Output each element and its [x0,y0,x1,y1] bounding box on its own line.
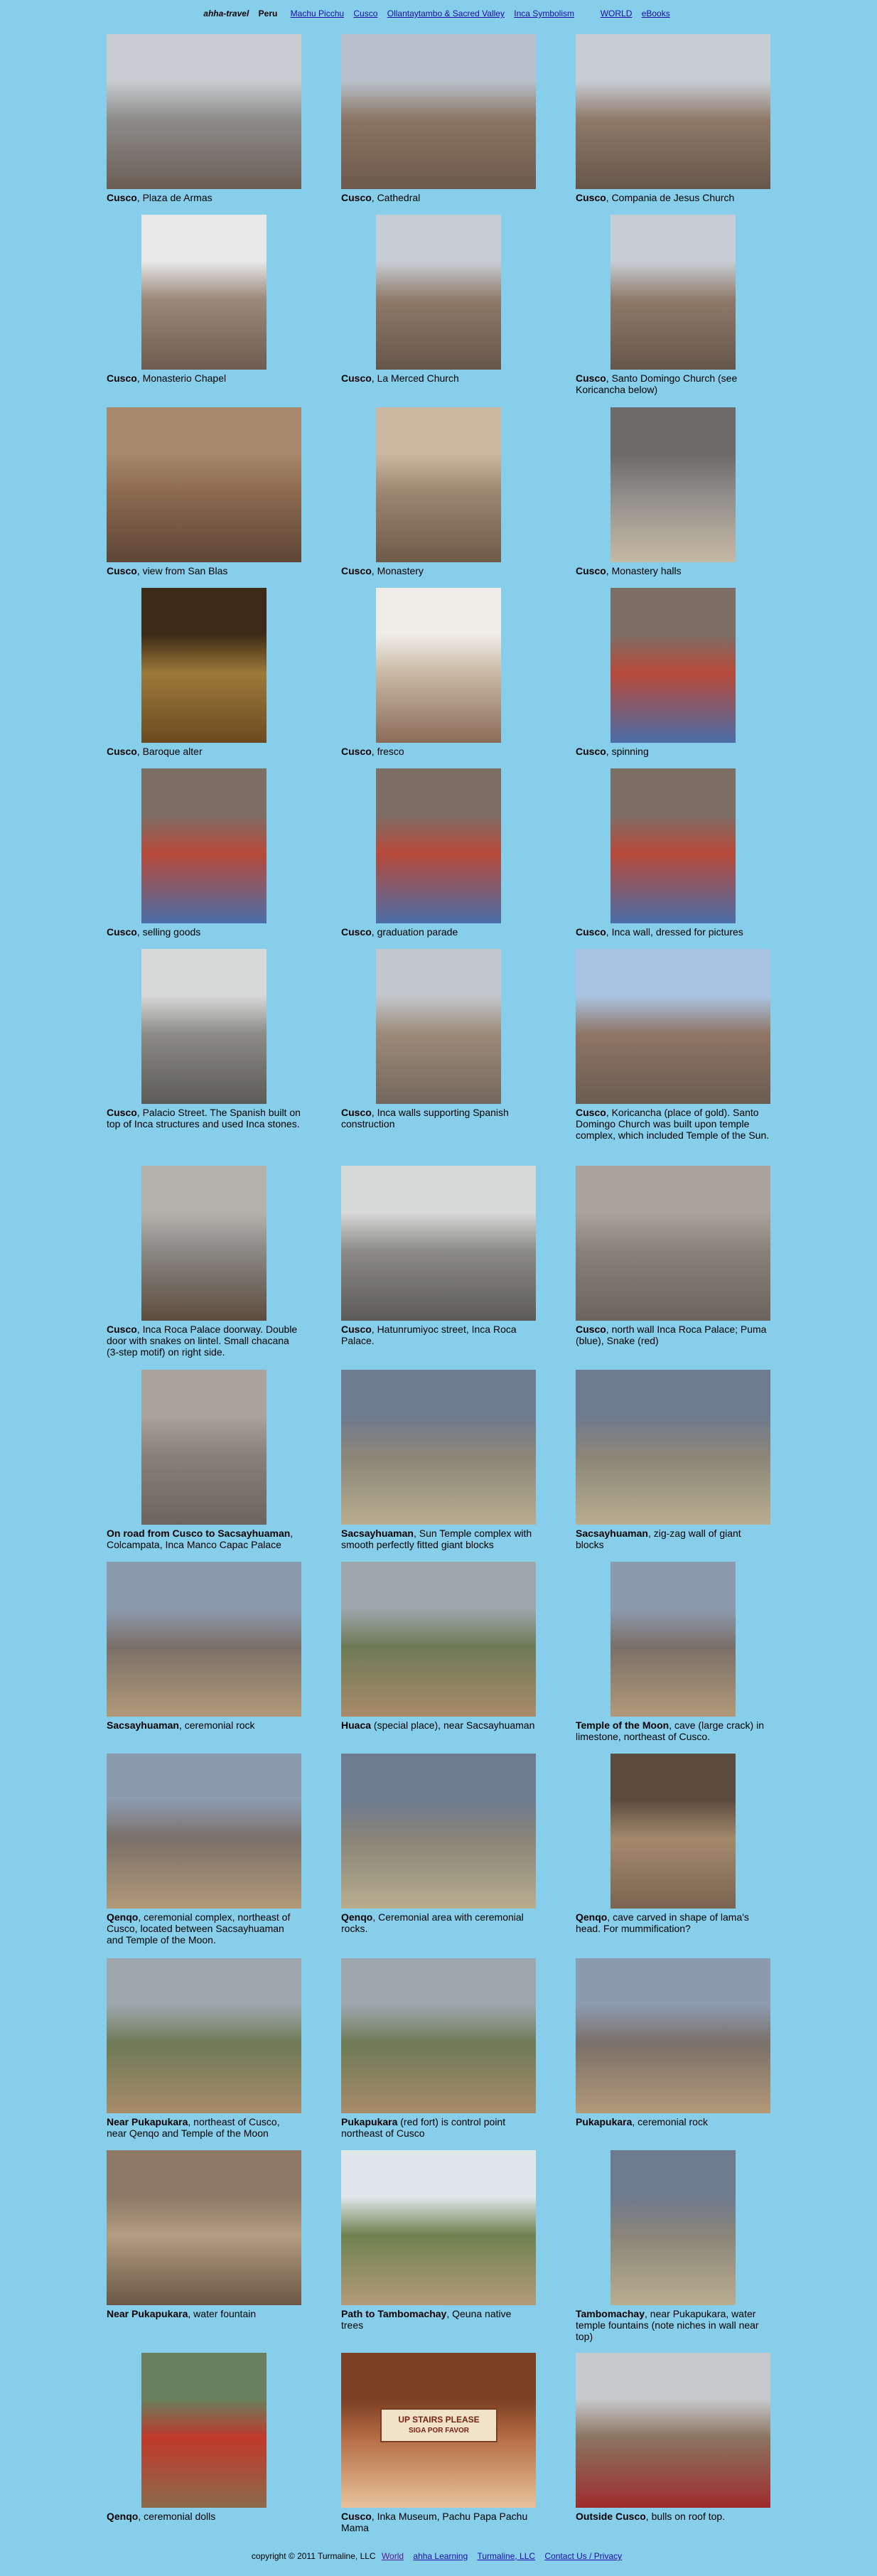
photo-caption [341,1107,536,1129]
photo-caption [341,746,536,757]
caption-title: Cusco [341,2511,372,2522]
gallery-item [341,34,536,203]
gallery-item [107,2150,301,2319]
caption-title: Pukapukara [576,2116,633,2127]
plaza-photo [107,34,301,189]
nav-link-machu-picchu[interactable]: Machu Picchu [290,9,345,18]
landscape-photo [341,1562,536,1717]
gallery-item [576,407,770,576]
photo-caption [107,746,301,757]
photo-caption [341,372,536,384]
photo-caption [576,746,770,757]
fresco-photo [376,588,501,743]
caption-title: Cusco [576,565,606,576]
wall-photo [376,949,501,1104]
gallery-item [107,2353,301,2522]
caption-title: Sacsayhuaman [341,1528,414,1539]
caption-title: Cusco [576,192,606,203]
photo-caption [341,1324,536,1346]
caption-text: , northeast of Cusco, near Qenqo and Temple of the Moon [107,2116,280,2139]
gallery-item [341,2150,536,2331]
caption-title: Cusco [341,192,372,203]
landscape-photo [107,1958,301,2113]
caption-text: , ceremonial dolls [138,2511,216,2522]
copyright-text: copyright © 2011 Turmaline, LLC [251,2551,376,2561]
photo-caption [576,926,770,938]
gallery-item [576,949,770,1141]
gallery-item [341,1754,536,1934]
photo-caption [107,2116,301,2139]
caption-title: On road from Cusco to Sacsayhuaman [107,1528,291,1539]
footer-link-ahha-learning[interactable]: ahha Learning [413,2551,468,2561]
caption-text: , Cathedral [371,192,421,203]
gallery-item [341,2353,536,2533]
gallery-item [341,949,536,1129]
sign-line-2: SIGA POR FAVOR [408,2427,469,2435]
photo-caption [341,2308,536,2331]
caption-text: , Sun Temple complex with smooth perfectly fitted giant blocks [341,1528,532,1550]
people-photo [376,768,501,923]
photo-caption [341,192,536,203]
gallery-item [341,768,536,938]
church-photo [376,215,501,370]
rock-photo [610,1562,736,1717]
caption-text: , Qeuna native trees [341,2308,512,2331]
nav-link-world[interactable]: WORLD [600,9,633,18]
cave-photo [610,1754,736,1909]
photo-caption [576,2511,770,2522]
gallery-item [576,1562,770,1742]
gallery-item [107,768,301,938]
photo-caption [341,1911,536,1934]
ruins-photo [576,1370,770,1525]
trees-photo [341,2150,536,2305]
photo-caption [107,192,301,203]
footer-link-world[interactable]: World [381,2551,404,2561]
caption-text: , ceremonial rock [632,2116,708,2127]
nav-link-cusco[interactable]: Cusco [353,9,378,18]
photo-caption [107,1528,301,1550]
caption-title: Cusco [341,565,372,576]
people-photo [610,768,736,923]
caption-text: (red fort) is control point northeast of Cusco [341,2116,506,2139]
caption-text: , water fountain [188,2308,257,2319]
top-navigation [0,9,877,18]
gallery-item [576,215,770,395]
landscape-photo [341,1958,536,2113]
caption-title: Cusco [341,372,372,384]
caption-text: , Monasterio Chapel [136,372,227,384]
gallery-item [576,1754,770,1934]
caption-text: , ceremonial complex, northeast of Cusco, located between Sacsayhuaman and Temple of the Moon. [107,1911,291,1946]
photo-caption [576,2308,770,2342]
chapel-photo [141,215,267,370]
caption-text: , selling goods [136,926,201,938]
photo-caption [576,565,770,576]
caption-title: Cusco [107,1324,137,1335]
gallery-item [107,1754,301,1946]
caption-text: , Palacio Street. The Spanish built on top of Inca structures and used Inca stones. [107,1107,301,1129]
photo-caption [107,1911,301,1946]
photo-caption [341,2511,536,2533]
photo-caption [576,1528,770,1550]
stone-wall-photo [141,1370,267,1525]
gallery-item [107,34,301,203]
photo-caption [576,1911,770,1934]
people-photo [610,588,736,743]
photo-caption [107,372,301,384]
museum-photo [341,2353,536,2508]
caption-text: , cave carved in shape of lama's head. For mummification? [576,1911,749,1934]
gallery-item [341,1166,536,1346]
bulls-photo [576,2353,770,2508]
caption-text: , Inca Roca Palace doorway. Double door with snakes on lintel. Small chacana (3-step motif) on right side. [107,1324,298,1358]
caption-title: Cusco [576,1324,606,1335]
gallery-item [107,1370,301,1550]
photo-caption [576,192,770,203]
nav-link-ebooks[interactable]: eBooks [641,9,670,18]
temple-photo [576,949,770,1104]
caption-text: , zig-zag wall of giant blocks [576,1528,741,1550]
caption-title: Cusco [107,192,137,203]
photo-caption [107,926,301,938]
caption-text: , bulls on roof top. [645,2511,726,2522]
gallery-item [341,407,536,576]
caption-text: , view from San Blas [136,565,228,576]
caption-title: Cusco [576,926,606,938]
street-photo [141,949,267,1104]
caption-title: Cusco [576,746,606,757]
cathedral-photo [341,34,536,189]
caption-title: Cusco [107,926,137,938]
footer [0,2551,877,2561]
gallery-item [341,215,536,384]
caption-title: Cusco [107,372,137,384]
photo-caption [107,565,301,576]
caption-text: , Santo Domingo Church (see Koricancha below) [576,372,738,395]
caption-title: Cusco [576,372,606,384]
caption-text: , cave (large crack) in limestone, northeast of Cusco. [576,1719,765,1742]
rock-photo [107,1562,301,1717]
photo-caption [341,1528,536,1550]
caption-text: , Hatunrumiyoc street, Inca Roca Palace. [341,1324,517,1346]
caption-text: , Inca walls supporting Spanish construction [341,1107,509,1129]
caption-text: , Plaza de Armas [136,192,212,203]
monastery-photo [376,407,501,562]
gallery-item [107,1166,301,1358]
caption-text: , Inca wall, dressed for pictures [606,926,743,938]
photo-caption [341,926,536,938]
current-section: Peru [258,9,278,18]
photo-caption [107,1324,301,1358]
caption-title: Qenqo [107,1911,139,1923]
site-brand: ahha-travel [203,9,249,18]
church-photo [610,215,736,370]
caption-title: Qenqo [576,1911,608,1923]
photo-caption [576,1107,770,1141]
photo-caption [341,565,536,576]
caption-text: , near Pukapukara, water temple fountains (note niches in wall near top) [576,2308,759,2342]
gallery-item [576,1958,770,2127]
photo-caption [107,1107,301,1129]
church-photo [576,34,770,189]
caption-title: Qenqo [107,2511,139,2522]
caption-text: , north wall Inca Roca Palace; Puma (blue), Snake (red) [576,1324,767,1346]
photo-caption [576,1324,770,1346]
caption-title: Near Pukapukara [107,2116,188,2127]
photo-caption [576,2116,770,2127]
people-photo [141,768,267,923]
gallery-item [576,34,770,203]
caption-title: Cusco [576,1107,606,1118]
gallery-item [341,588,536,757]
photo-caption [341,2116,536,2139]
caption-text: , Monastery halls [606,565,682,576]
caption-title: Qenqo [341,1911,373,1923]
caption-text: , Compania de Jesus Church [606,192,735,203]
altar-photo [141,588,267,743]
ruins-photo [341,1370,536,1525]
caption-title: Cusco [341,926,372,938]
rock-photo [576,1958,770,2113]
caption-title: Cusco [107,1107,137,1118]
gallery-item [576,588,770,757]
gallery-item [107,1958,301,2139]
dolls-photo [141,2353,267,2508]
caption-title: Tambomachay [576,2308,645,2319]
photo-caption [107,2308,301,2319]
photo-caption [576,1719,770,1742]
caption-title: Cusco [341,1107,372,1118]
fountain-photo [107,2150,301,2305]
gallery-item [576,2353,770,2522]
footer-link-contact[interactable]: Contact Us / Privacy [544,2551,623,2561]
gallery-item [341,1370,536,1550]
caption-text: , spinning [606,746,649,757]
caption-text: (special place), near Sacsayhuaman [371,1719,535,1731]
gallery-item [107,215,301,384]
gallery-item [107,588,301,757]
gallery-item [576,1370,770,1550]
ruins-photo [341,1754,536,1909]
caption-text: , La Merced Church [371,372,459,384]
caption-text: , Ceremonial area with ceremonial rocks. [341,1911,524,1934]
gallery-item [576,1166,770,1346]
sign-line-1: UP STAIRS PLEASE [398,2415,480,2425]
caption-title: Path to Tambomachay [341,2308,447,2319]
doorway-photo [141,1166,267,1321]
caption-title: Sacsayhuaman [107,1719,179,1731]
gallery-item [107,1562,301,1731]
caption-title: Cusco [341,746,372,757]
photo-caption [341,1719,536,1731]
rock-photo [107,1754,301,1909]
caption-title: Cusco [341,1324,372,1335]
caption-text: , fresco [371,746,404,757]
caption-text: , graduation parade [371,926,458,938]
street-photo [341,1166,536,1321]
caption-text: , Koricancha (place of gold). Santo Domingo Church was built upon temple complex, which included Temple of the Sun. [576,1107,770,1141]
arch-photo [610,407,736,562]
ruins-photo [610,2150,736,2305]
gallery-item [576,2150,770,2342]
caption-title: Cusco [107,565,137,576]
city-view-photo [107,407,301,562]
caption-text: , ceremonial rock [178,1719,255,1731]
gallery-item [341,1562,536,1731]
caption-text: , Colcampata, Inca Manco Capac Palace [107,1528,294,1550]
stone-wall-photo [576,1166,770,1321]
gallery-item [107,949,301,1129]
caption-title: Outside Cusco [576,2511,646,2522]
photo-caption [107,2511,301,2522]
nav-link-ollantaytambo[interactable]: Ollantaytambo & Sacred Valley [387,9,505,18]
caption-text: , Baroque alter [136,746,203,757]
gallery-item [341,1958,536,2139]
gallery-item [107,407,301,576]
footer-link-turmaline[interactable]: Turmaline, LLC [477,2551,536,2561]
caption-title: Cusco [107,746,137,757]
caption-title: Pukapukara [341,2116,398,2127]
photo-caption [576,372,770,395]
museum-sign [380,2408,497,2442]
caption-text: , Inka Museum, Pachu Papa Pachu Mama [341,2511,528,2533]
nav-link-inca-symbolism[interactable]: Inca Symbolism [514,9,574,18]
caption-title: Sacsayhuaman [576,1528,648,1539]
caption-title: Huaca [341,1719,372,1731]
photo-caption [107,1719,301,1731]
caption-title: Near Pukapukara [107,2308,188,2319]
gallery-item [576,768,770,938]
caption-title: Temple of the Moon [576,1719,669,1731]
caption-text: , Monastery [371,565,424,576]
